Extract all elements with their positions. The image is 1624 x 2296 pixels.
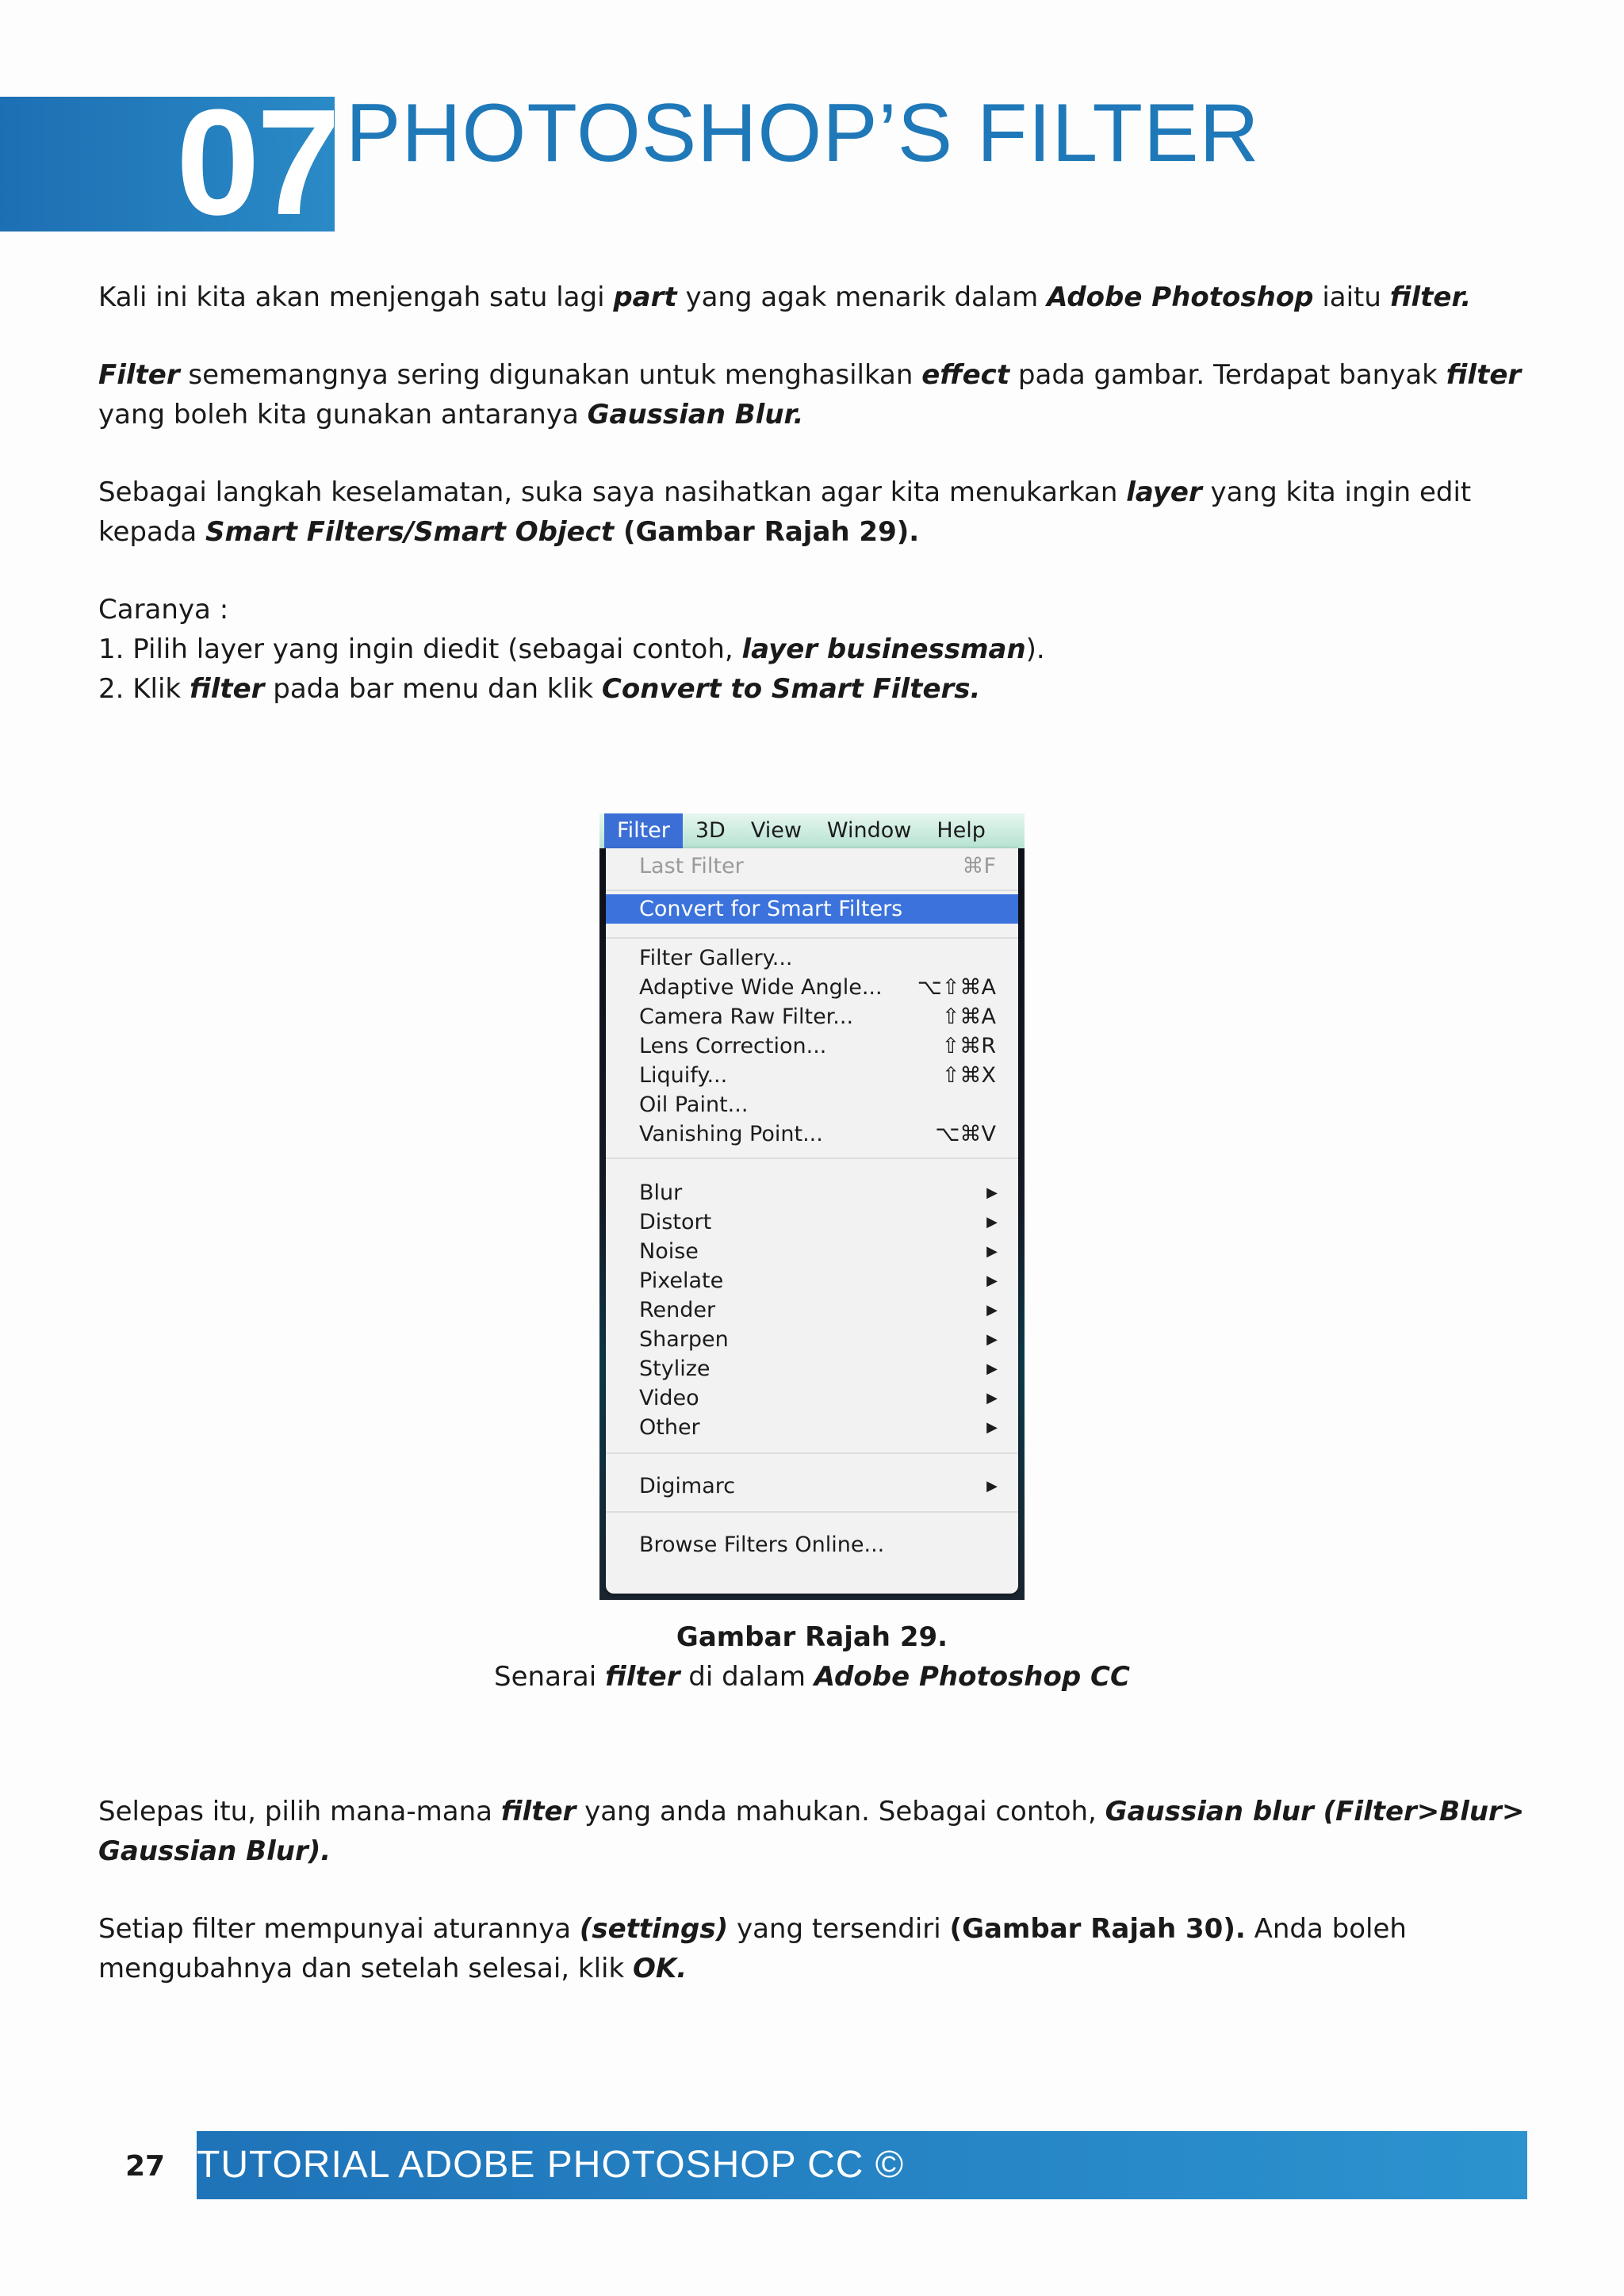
menu-item-label: Noise xyxy=(639,1239,699,1264)
submenu-arrow-icon: ▶ xyxy=(986,1331,998,1348)
menu-item-pixelate[interactable] xyxy=(606,1266,1018,1295)
figure-reference: (Gambar Rajah 30). xyxy=(949,1913,1246,1945)
menu-item-convert-smart-filters[interactable] xyxy=(606,894,1018,924)
text: 1. Pilih layer yang ingin diedit (sebagai contoh, xyxy=(98,633,742,665)
submenu-arrow-icon: ▶ xyxy=(986,1360,998,1377)
paragraph-intro xyxy=(98,277,1542,317)
text: pada bar menu dan klik xyxy=(264,673,602,705)
menu-item-oil-paint[interactable] xyxy=(606,1090,1018,1119)
paragraph-filter-description xyxy=(98,355,1542,434)
submenu-arrow-icon: ▶ xyxy=(986,1478,998,1494)
paragraph-safety xyxy=(98,473,1542,552)
steps-heading: Caranya : xyxy=(98,594,229,626)
emphasis: layer xyxy=(1126,476,1202,508)
emphasis: Smart Filters/Smart Object xyxy=(205,516,615,548)
menu-item-label: Liquify... xyxy=(639,1063,728,1088)
paragraph-steps xyxy=(98,590,1542,709)
menu-item-label: Camera Raw Filter... xyxy=(639,1004,854,1029)
menu-item-label: Oil Paint... xyxy=(639,1093,749,1117)
menu-item-other[interactable] xyxy=(606,1413,1018,1442)
menu-item-blur[interactable] xyxy=(606,1178,1018,1207)
menu-item-label: Video xyxy=(639,1386,699,1410)
emphasis: filter xyxy=(189,673,265,705)
chapter-number: 07 xyxy=(176,78,338,247)
emphasis: Gaussian Blur. xyxy=(587,399,804,430)
menu-item-shortcut: ⌥⇧⌘A xyxy=(917,975,996,1000)
menu-item-last-filter xyxy=(606,851,1018,881)
emphasis: effect xyxy=(921,359,1010,391)
menu-item-label: Last Filter xyxy=(639,854,744,878)
menubar-help[interactable]: Help xyxy=(936,818,986,843)
step-2 xyxy=(98,669,1542,709)
emphasis: filter xyxy=(1446,359,1522,391)
menu-separator xyxy=(606,1511,1018,1513)
figure-caption-title: Gambar Rajah 29. xyxy=(676,1621,948,1653)
text: Senarai xyxy=(494,1661,605,1693)
filter-dropdown xyxy=(606,848,1018,1594)
menu-item-label: Adaptive Wide Angle... xyxy=(639,975,883,1000)
text: yang agak menarik dalam xyxy=(676,281,1048,313)
menu-item-label: Stylize xyxy=(639,1357,710,1381)
menu-item-filter-gallery[interactable] xyxy=(606,943,1018,973)
menu-item-shortcut: ⌥⌘V xyxy=(935,1122,996,1146)
menubar-view[interactable]: View xyxy=(750,818,802,843)
menu-item-shortcut: ⌘F xyxy=(962,854,996,878)
figure-reference: (Gambar Rajah 29). xyxy=(614,516,920,548)
menubar xyxy=(599,813,1025,848)
submenu-arrow-icon: ▶ xyxy=(986,1390,998,1406)
menu-item-shortcut: ⇧⌘R xyxy=(941,1034,996,1058)
menu-item-distort[interactable] xyxy=(606,1207,1018,1237)
menu-item-render[interactable] xyxy=(606,1295,1018,1325)
menu-item-noise[interactable] xyxy=(606,1237,1018,1266)
paragraph-choose-filter xyxy=(98,1792,1542,1871)
emphasis: Filter xyxy=(98,359,180,391)
menu-item-label: Browse Filters Online... xyxy=(639,1533,885,1557)
menu-item-digimarc[interactable] xyxy=(606,1471,1018,1501)
text: yang boleh kita gunakan antaranya xyxy=(98,399,588,430)
figure-caption-text xyxy=(0,1657,1624,1697)
emphasis: part xyxy=(613,281,677,313)
menu-item-vanishing-point[interactable] xyxy=(606,1119,1018,1149)
menu-item-shortcut: ⇧⌘A xyxy=(941,1004,996,1029)
emphasis: (settings) xyxy=(579,1913,729,1945)
menu-item-label: Sharpen xyxy=(639,1327,729,1352)
menu-separator xyxy=(606,1452,1018,1454)
submenu-arrow-icon: ▶ xyxy=(986,1214,998,1230)
emphasis: filter. xyxy=(1389,281,1472,313)
text: Sebagai langkah keselamatan, suka saya nasihatkan agar kita menukarkan xyxy=(98,476,1127,508)
menu-item-stylize[interactable] xyxy=(606,1354,1018,1383)
submenu-arrow-icon: ▶ xyxy=(986,1419,998,1436)
submenu-arrow-icon: ▶ xyxy=(986,1302,998,1318)
menu-separator xyxy=(606,1158,1018,1159)
menubar-filter[interactable]: Filter xyxy=(604,813,683,848)
emphasis: OK. xyxy=(632,1953,688,1984)
emphasis: Adobe Photoshop xyxy=(1047,281,1314,313)
text: pada gambar. Terdapat banyak xyxy=(1009,359,1446,391)
menu-item-browse-filters-online[interactable] xyxy=(606,1530,1018,1559)
menu-item-label: Distort xyxy=(639,1210,712,1234)
menu-separator xyxy=(606,937,1018,939)
emphasis: Convert to Smart Filters. xyxy=(601,673,981,705)
menu-item-video[interactable] xyxy=(606,1383,1018,1413)
text: Anda boleh mengubahnya dan setelah selesai, klik xyxy=(98,1913,1407,1984)
text: Selepas itu, pilih mana-mana xyxy=(98,1796,501,1827)
text: sememangnya sering digunakan untuk menghasilkan xyxy=(179,359,922,391)
menu-item-label: Vanishing Point... xyxy=(639,1122,823,1146)
submenu-arrow-icon: ▶ xyxy=(986,1272,998,1289)
emphasis: filter xyxy=(500,1796,576,1827)
menu-item-label: Filter Gallery... xyxy=(639,946,793,970)
chapter-title: PHOTOSHOP’S FILTER xyxy=(346,87,1260,179)
filter-menu-screenshot xyxy=(599,813,1025,1600)
menu-item-label: Blur xyxy=(639,1181,683,1205)
emphasis: filter xyxy=(605,1661,680,1693)
submenu-arrow-icon: ▶ xyxy=(986,1243,998,1260)
text: ). xyxy=(1025,633,1045,665)
text: iaitu xyxy=(1313,281,1390,313)
menu-item-label: Render xyxy=(639,1298,716,1322)
paragraph-settings xyxy=(98,1909,1542,1988)
menu-item-lens-correction[interactable] xyxy=(606,1031,1018,1061)
text: yang anda mahukan. Sebagai contoh, xyxy=(576,1796,1105,1827)
menu-item-label: Convert for Smart Filters xyxy=(639,897,903,921)
page-number: 27 xyxy=(125,2150,166,2183)
menu-separator xyxy=(606,890,1018,891)
text: yang tersendiri xyxy=(728,1913,950,1945)
text: yang kita ingin edit kepada xyxy=(98,476,1472,548)
menu-item-camera-raw-filter[interactable] xyxy=(606,1002,1018,1031)
text: Setiap filter mempunyai aturannya xyxy=(98,1913,580,1945)
figure-caption xyxy=(0,1617,1624,1697)
menu-item-adaptive-wide-angle[interactable] xyxy=(606,973,1018,1002)
step-1 xyxy=(98,629,1542,669)
menu-item-label: Other xyxy=(639,1415,700,1440)
menu-item-label: Pixelate xyxy=(639,1269,724,1293)
menu-item-sharpen[interactable] xyxy=(606,1325,1018,1354)
menu-item-shortcut: ⇧⌘X xyxy=(941,1063,996,1088)
text: Kali ini kita akan menjengah satu lagi xyxy=(98,281,614,313)
footer-title: TUTORIAL ADOBE PHOTOSHOP CC © xyxy=(197,2144,905,2186)
menu-item-label: Lens Correction... xyxy=(639,1034,827,1058)
text: 2. Klik xyxy=(98,673,190,705)
text: di dalam xyxy=(680,1661,814,1693)
submenu-arrow-icon: ▶ xyxy=(986,1184,998,1201)
menubar-3d[interactable]: 3D xyxy=(695,818,726,843)
emphasis: Gaussian blur (Filter>Blur> Gaussian Blur). xyxy=(98,1796,1525,1867)
emphasis: layer businessman xyxy=(741,633,1026,665)
emphasis: Adobe Photoshop CC xyxy=(814,1661,1130,1693)
menu-item-liquify[interactable] xyxy=(606,1061,1018,1090)
menu-item-label: Digimarc xyxy=(639,1474,736,1498)
menubar-window[interactable]: Window xyxy=(826,818,912,843)
